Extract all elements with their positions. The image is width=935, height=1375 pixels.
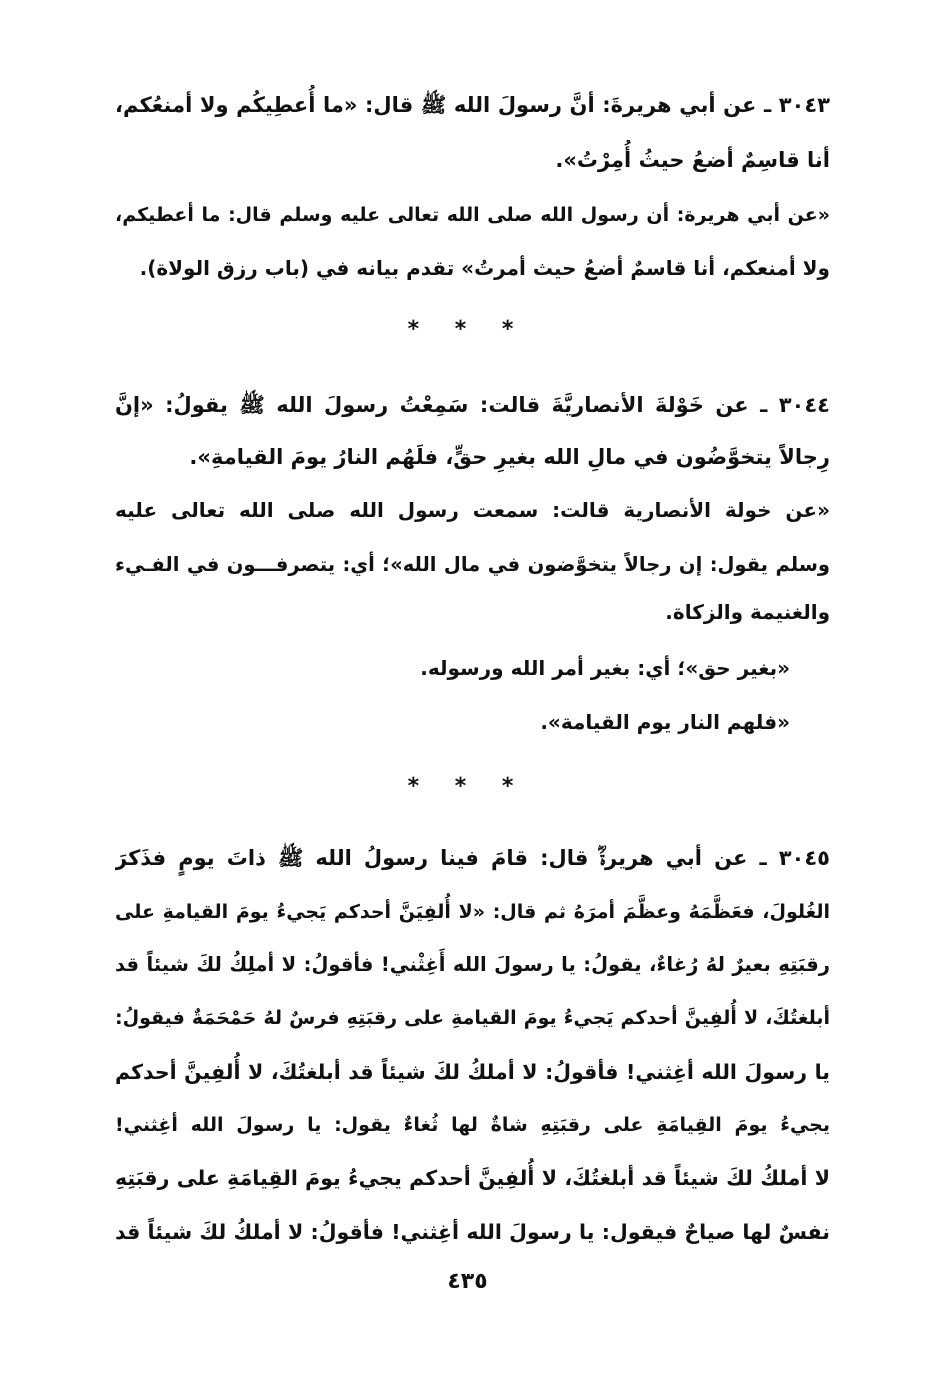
hadith-3045-line-6: يجيءُ يومَ القِيامَةِ على رقبَتِهِ شاةٌ لها ثُغاءٌ يقول: يا رسولَ الله أغِثني!: [115, 1114, 830, 1136]
commentary-3044-line-5: «فلهم النار يوم القيامة».: [540, 710, 790, 734]
hadith-3045-line-3: رقبَتِهِ بعيرٌ لهُ رُغاءٌ، يقولُ: يا رسولَ الله أَغِثْني! فأقولُ: لا أملِكُ لكَ شيئاً قد: [115, 953, 830, 976]
hadith-3044-line-2: رِجالاً يتخوَّضُون في مالِ الله بغيرِ حقٍّ، فلَهُم النارُ يومَ القيامةِ».: [189, 445, 830, 469]
hadith-3044-line-1: ٣٠٤٤ ـ عن خَوْلةَ الأنصاريَّةَ قالت: سَمِعْتُ رسولَ الله ﷺ يقولُ: «إنَّ: [115, 393, 830, 417]
hadith-3045-line-7: لا أملكُ لكَ شيئاً قد أبلغتُكَ، لا أُلفِينَّ أحدكم يجيءُ يومَ القِيامَةِ على رقبَتِهِ: [115, 1166, 830, 1190]
section-separator: * * *: [407, 317, 528, 342]
hadith-3043-line-2: أنا قاسِمٌ أضعُ حيثُ أُمِرْتُ».: [555, 148, 830, 172]
commentary-3044-line-1: «عن خولة الأنصارية قالت: سمعت رسول الله صلى الله تعالى عليه: [115, 498, 830, 522]
hadith-3045-line-8: نفسٌ لها صياحٌ فيقول: يا رسولَ الله أغِثني! فأقولُ: لا أملكُ لكَ شيئاً قد: [115, 1220, 830, 1244]
hadith-3045-line-2: الغُلولَ، فعَظَّمَهُ وعظَّمَ أمرَهُ ثم قال: «لا أُلفِيَنَّ أحدكم يَجيءُ يومَ القيامةِ على: [115, 901, 830, 923]
section-separator: * * *: [407, 774, 528, 799]
hadith-3045-line-5: يا رسولَ الله أغِثني! فأقولُ: لا أملكُ لكَ شيئاً قد أبلغتُكَ، لا أُلفِينَّ أحدكم: [115, 1060, 830, 1084]
commentary-3043-line-1: «عن أبي هريرة: أن رسول الله صلى الله تعالى عليه وسلم قال: ما أعطيكم،: [115, 204, 830, 226]
hadith-3043-line-1: ٣٠٤٣ ـ عن أبي هريرةَ: أنَّ رسولَ الله ﷺ قال: «ما أُعطِيكُم ولا أمنعُكم،: [115, 93, 830, 117]
commentary-3044-line-2: وسلم يقول: إن رجالاً يتخوَّضون في مال الله»؛ أي: يتصرفـــون في الفـيء: [115, 553, 830, 576]
hadith-3045-line-1: ٣٠٤٥ ـ عن أبي هريرةَؓ قال: قامَ فينا رسولُ الله ﷺ ذاتَ يومٍ فذَكرَ: [115, 846, 830, 870]
commentary-3044-line-3: والغنيمة والزكاة.: [665, 600, 830, 624]
commentary-3044-line-4: «بغير حق»؛ أي: بغير أمر الله ورسوله.: [420, 656, 790, 680]
commentary-3043-line-2: ولا أمنعكم، أنا قاسمٌ أضعُ حيث أمرتُ» تقدم بيانه في (باب رزق الولاة).: [139, 256, 830, 280]
page-number: ٤٣٥: [447, 1269, 488, 1294]
hadith-3045-line-4: أبلغتُكَ، لا أُلفِينَّ أحدكم يَجيءُ يومَ القيامةِ على رقبَتِهِ فرسٌ لهُ حَمْحَمَةٌ فيقولُ:: [115, 1007, 830, 1029]
